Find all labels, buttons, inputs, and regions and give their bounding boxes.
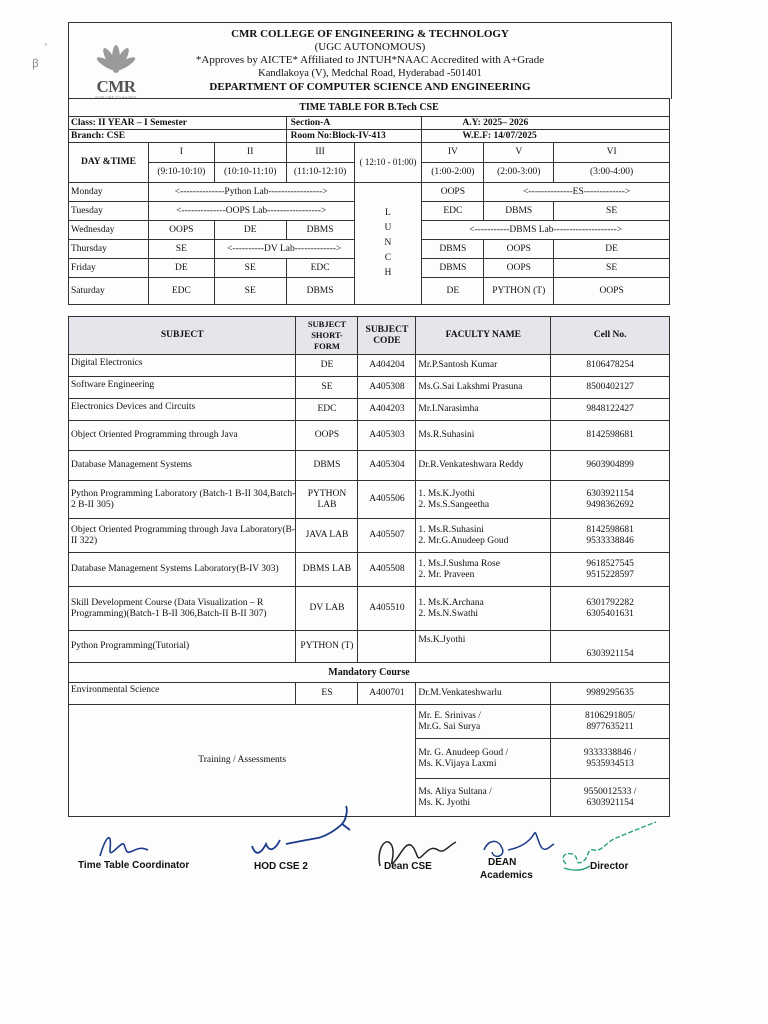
mandatory-code: A400701	[358, 683, 416, 705]
cell-number: 8977635211	[586, 721, 634, 732]
period-1-header: I	[148, 143, 214, 163]
period-cell: DE	[422, 278, 484, 305]
cell-number-cell	[551, 519, 670, 553]
subject-name: Python Programming(Tutorial)	[69, 631, 296, 663]
period-4-header: IV	[422, 143, 484, 163]
period-4-time: (1:00-2:00)	[422, 163, 484, 183]
training-faculty-cell	[416, 739, 551, 779]
lunch-column	[354, 183, 422, 305]
period-cell: SE	[554, 259, 670, 278]
timetable	[68, 98, 670, 305]
faculty-cell	[416, 553, 551, 587]
subject-code: A405507	[358, 519, 416, 553]
period-cell: DBMS	[484, 202, 554, 221]
period-cell: OOPS	[484, 259, 554, 278]
subject-short: OOPS	[296, 421, 358, 451]
period-cell: DBMS	[286, 221, 354, 240]
subject-code: A404203	[358, 399, 416, 421]
dean-cse-label: Dean CSE	[384, 861, 432, 872]
cell-number: 9848122427	[551, 399, 670, 421]
faculty-name: Ms.K.Jyothi	[416, 631, 551, 663]
dv-lab-span: <----------DV Lab------------->	[214, 240, 354, 259]
cell-number-cell	[551, 481, 670, 519]
faculty-name: Dr.R.Venkateshwara Reddy	[416, 451, 551, 481]
oops-lab-span: <--------------OOPS Lab----------------->	[148, 202, 354, 221]
faculty-name: Mr. E. Srinivas /	[418, 710, 481, 721]
subject-name: Digital Electronics	[69, 355, 296, 377]
period-5-header: V	[484, 143, 554, 163]
cell-number: 9550012533 /	[583, 786, 637, 797]
coordinator-label: Time Table Coordinator	[78, 860, 190, 871]
faculty-col-header: FACULTY NAME	[416, 317, 551, 355]
lunch-letter: L	[385, 208, 391, 218]
logo-tagline: EXPLORE TO INVENT	[95, 95, 137, 100]
subject-col-header: SUBJECT	[69, 317, 296, 355]
subject-code: A404204	[358, 355, 416, 377]
room-label: Room No:Block-IV-413	[286, 130, 422, 143]
wef-date: W.E.F: 14/07/2025	[422, 130, 670, 143]
hod-label: HOD CSE 2	[254, 861, 308, 872]
mandatory-cell: 9989295635	[551, 683, 670, 705]
short-form-col-header: SUBJECT SHORT-FORM	[296, 317, 358, 355]
period-cell: DE	[554, 240, 670, 259]
period-3-time: (11:10-12:10)	[286, 163, 354, 183]
cell-number: 6303921154	[551, 631, 670, 663]
subject-code: A405304	[358, 451, 416, 481]
period-cell: DE	[214, 221, 286, 240]
faculty-name: 1. Ms.R.Suhasini	[418, 524, 484, 535]
cell-number: 8142598681	[551, 421, 670, 451]
mandatory-course-heading: Mandatory Course	[69, 663, 670, 683]
period-5-time: (2:00-3:00)	[484, 163, 554, 183]
period-2-time: (10:10-11:10)	[214, 163, 286, 183]
dean-academics-label-1: DEAN	[488, 857, 517, 868]
training-cell-numbers	[551, 705, 670, 739]
training-cell-numbers	[551, 739, 670, 779]
day-label: Thursday	[69, 240, 149, 259]
day-label: Friday	[69, 259, 149, 278]
cell-number: 8500402127	[551, 377, 670, 399]
cell-number: 9533338846	[586, 535, 634, 546]
college-name: CMR COLLEGE OF ENGINEERING & TECHNOLOGY	[231, 28, 509, 40]
faculty-name: Mr.I.Narasimha	[416, 399, 551, 421]
faculty-name: Mr. G. Anudeep Goud /	[418, 747, 509, 758]
day-label: Monday	[69, 183, 149, 202]
subject-code: A405308	[358, 377, 416, 399]
period-2-header: II	[214, 143, 286, 163]
cell-number: 6303921154	[586, 797, 634, 808]
period-cell: SE	[554, 202, 670, 221]
faculty-cell	[416, 519, 551, 553]
mandatory-subject-name: Environmental Science	[69, 683, 296, 705]
subject-short: PYTHON LAB	[296, 481, 358, 519]
subject-short: DBMS LAB	[296, 553, 358, 587]
lunch-time-header: ( 12:10 - 01:00)	[354, 143, 422, 183]
code-col-header: SUBJECT CODE	[358, 317, 416, 355]
cell-number: 9618527545	[586, 558, 634, 569]
faculty-name: Ms. K. Jyothi	[418, 797, 471, 808]
subject-short: DE	[296, 355, 358, 377]
subject-name: Python Programming Laboratory (Batch-1 B-II 304,Batch-2 B-II 305)	[69, 481, 296, 519]
day-label: Saturday	[69, 278, 149, 305]
autonomous-label: (UGC AUTONOMOUS)	[314, 41, 426, 53]
subject-name: Database Management Systems	[69, 451, 296, 481]
dbms-lab-span: <-----------DBMS Lab-------------------->	[422, 221, 670, 240]
cell-number: 6301792282	[586, 597, 634, 608]
period-cell: DBMS	[286, 278, 354, 305]
period-cell: OOPS	[554, 278, 670, 305]
faculty-name: 1. Ms.K.Jyothi	[418, 488, 475, 499]
faculty-name: Ms.G.Sai Lakshmi Prasuna	[416, 377, 551, 399]
period-cell: DBMS	[422, 259, 484, 278]
faculty-name: Mr.P.Santosh Kumar	[416, 355, 551, 377]
stray-mark: ꞵ	[32, 58, 39, 70]
faculty-name: 1. Ms.K.Archana	[418, 597, 484, 608]
training-cell-numbers	[551, 779, 670, 817]
cell-number: 9498362692	[586, 499, 634, 510]
cell-number: 8106478254	[551, 355, 670, 377]
period-cell: EDC	[422, 202, 484, 221]
period-cell: EDC	[286, 259, 354, 278]
cell-number: 8142598681	[586, 524, 634, 535]
period-cell: PYTHON (T)	[484, 278, 554, 305]
cell-number: 8106291805/	[585, 710, 636, 721]
period-cell: OOPS	[148, 221, 214, 240]
cell-number-cell	[551, 587, 670, 631]
period-cell: DBMS	[422, 240, 484, 259]
training-faculty-cell	[416, 779, 551, 817]
dean-academics-label-2: Academics	[480, 870, 533, 881]
lunch-letter: H	[384, 268, 392, 278]
period-6-header: VI	[554, 143, 670, 163]
section-label: Section-A	[286, 117, 422, 130]
subjects-table	[68, 316, 670, 817]
day-label: Tuesday	[69, 202, 149, 221]
faculty-name: 2. Mr. Praveen	[418, 569, 475, 580]
period-3-header: III	[286, 143, 354, 163]
period-cell: SE	[148, 240, 214, 259]
period-1-time: (9:10-10:10)	[148, 163, 214, 183]
faculty-name: 1. Ms.J.Sushma Rose	[418, 558, 500, 569]
day-label: Wednesday	[69, 221, 149, 240]
subject-name: Software Engineering	[69, 377, 296, 399]
subject-short: DBMS	[296, 451, 358, 481]
mandatory-short: ES	[296, 683, 358, 705]
day-time-header: DAY &TIME	[69, 143, 149, 183]
period-cell: OOPS	[484, 240, 554, 259]
cell-number: 9333338846 /	[583, 747, 637, 758]
period-6-time: (3:00-4:00)	[554, 163, 670, 183]
faculty-cell	[416, 587, 551, 631]
cell-number: 9515228597	[586, 569, 634, 580]
subject-name: Skill Development Course (Data Visualization – R Programming)(Batch-1 B-II 306,Batch-II B-II 307)	[69, 587, 296, 631]
academic-year: A.Y: 2025– 2026	[422, 117, 670, 130]
lunch-letter: U	[384, 223, 392, 233]
subject-code: A405508	[358, 553, 416, 587]
faculty-name: Ms. Aliya Sultana /	[418, 786, 492, 797]
cell-number-cell	[551, 553, 670, 587]
subject-code: A405506	[358, 481, 416, 519]
lunch-letter: N	[384, 238, 392, 248]
python-lab-span: <--------------Python Lab----------------->	[148, 183, 354, 202]
logo-text: CMR	[96, 77, 136, 96]
address-line: Kandlakoya (V), Medchal Road, Hyderabad -501401	[258, 68, 482, 79]
subject-name: Object Oriented Programming through Java	[69, 421, 296, 451]
branch-label: Branch: CSE	[69, 130, 287, 143]
hod-signature	[246, 800, 356, 864]
subject-name: Database Management Systems Laboratory(B-IV 303)	[69, 553, 296, 587]
period-cell: EDC	[148, 278, 214, 305]
faculty-name: Ms.R.Suhasini	[416, 421, 551, 451]
subject-short: PYTHON (T)	[296, 631, 358, 663]
class-label: Class: II YEAR – I Semester	[69, 117, 287, 130]
training-faculty-cell	[416, 705, 551, 739]
es-span: <--------------ES------------->	[484, 183, 670, 202]
faculty-name: Ms. K.Vijaya Laxmi	[418, 758, 497, 769]
training-label: Training / Assessments	[69, 705, 416, 817]
subject-short: DV LAB	[296, 587, 358, 631]
cell-col-header: Cell No.	[551, 317, 670, 355]
coordinator-signature	[96, 826, 156, 862]
subject-name: Object Oriented Programming through Java Laboratory(B-II 322)	[69, 519, 296, 553]
department-name: DEPARTMENT OF COMPUTER SCIENCE AND ENGINEERING	[209, 81, 531, 93]
stray-mark: ˚	[44, 42, 48, 54]
subject-name: Electronics Devices and Circuits	[69, 399, 296, 421]
cell-number: 6305401631	[586, 608, 634, 619]
mandatory-faculty: Dr.M.Venkateshwarlu	[416, 683, 551, 705]
period-cell: SE	[214, 278, 286, 305]
faculty-cell	[416, 481, 551, 519]
director-label: Director	[590, 861, 629, 872]
timetable-title: TIME TABLE FOR B.Tech CSE	[69, 99, 670, 117]
faculty-name: 2. Ms.N.Swathi	[418, 608, 479, 619]
subject-short: EDC	[296, 399, 358, 421]
faculty-name: Mr.G. Sai Surya	[418, 721, 481, 732]
cell-number: 9535934513	[586, 758, 634, 769]
approvals-line: *Approves by AICTE* Affiliated to JNTUH*NAAC Accredited with A+Grade	[195, 54, 545, 66]
lunch-letter: C	[384, 253, 392, 263]
subject-code: A405510	[358, 587, 416, 631]
faculty-name: 2. Ms.S.Sangeetha	[418, 499, 490, 510]
faculty-name: 2. Mr.G.Anudeep Goud	[418, 535, 509, 546]
letterhead	[68, 22, 672, 99]
subject-short: SE	[296, 377, 358, 399]
cell-number: 6303921154	[586, 488, 634, 499]
cell-number: 9603904899	[551, 451, 670, 481]
subject-code: A405303	[358, 421, 416, 451]
period-cell: SE	[214, 259, 286, 278]
subject-short: JAVA LAB	[296, 519, 358, 553]
subject-code	[358, 631, 416, 663]
period-cell: DE	[148, 259, 214, 278]
period-cell: OOPS	[422, 183, 484, 202]
